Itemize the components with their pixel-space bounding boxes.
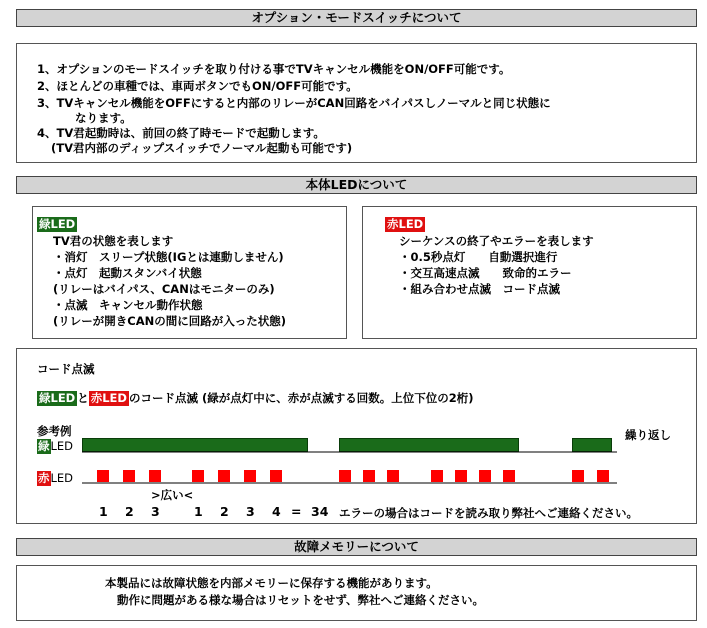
option-line-3b: なります。 — [75, 111, 132, 125]
green-row-tag: 緑 — [38, 439, 50, 453]
count-2: 2 — [125, 504, 134, 519]
red-line-2: ・0.5秒点灯 自動選択進行 — [399, 250, 558, 264]
result-code: 34 — [311, 504, 329, 519]
count-6: 3 — [246, 504, 255, 519]
green-line-5: ・点滅 キャンセル動作状態 — [53, 298, 203, 312]
code-and: と — [77, 391, 89, 405]
green-line-3: ・点灯 起動スタンバイ状態 — [53, 266, 202, 280]
fault-memory-header: 故障メモリーについて — [16, 538, 697, 556]
red-led-tag: 赤LED — [387, 217, 424, 231]
example-label: 参考例 — [37, 424, 72, 438]
red-line-1: シーケンスの終了やエラーを表します — [399, 234, 594, 248]
red-pulse-5 — [218, 470, 230, 482]
red-pulse-1 — [97, 470, 109, 482]
repeat-label: 繰り返し — [625, 428, 671, 442]
option-line-3: 3、TVキャンセル機能をOFFにすると内部のリレーがCAN回路をバイパスしノーマルと同じ状態に — [37, 96, 551, 110]
green-line-4: (リレーはバイパス、CANはモニターのみ) — [53, 282, 275, 296]
red-pulse-6 — [244, 470, 256, 482]
green-line-1: TV君の状態を表します — [53, 234, 174, 248]
option-line-1: 1、オプションのモードスイッチを取り付ける事でTVキャンセル機能をON/OFF可能です。 — [37, 62, 511, 76]
red-row-suffix: LED — [50, 471, 74, 485]
option-line-5: (TV君内部のディップスイッチでノーマル起動も可能です) — [51, 141, 353, 155]
green-row-suffix: LED — [50, 439, 74, 453]
count-5: 2 — [220, 504, 229, 519]
code-green-tag: 緑LED — [39, 391, 76, 405]
fault-line-1: 本製品には故障状態を内部メモリーに保存する機能があります。 — [105, 576, 438, 590]
green-led-tag: 緑LED — [39, 217, 76, 231]
red-pulse-3 — [149, 470, 161, 482]
red-pulse-12 — [455, 470, 467, 482]
red-pulse-15 — [572, 470, 584, 482]
red-pulse-16 — [597, 470, 609, 482]
code-blink-box — [16, 348, 697, 524]
green-line-6: (リレーが開きCANの間に回路が入った状態) — [53, 314, 286, 328]
red-pulse-14 — [503, 470, 515, 482]
timing-lines — [17, 349, 698, 525]
count-1: 1 — [99, 504, 108, 519]
count-3: 3 — [151, 504, 160, 519]
red-pulse-11 — [431, 470, 443, 482]
code-desc: のコード点滅 (緑が点灯中に、赤が点滅する回数。上位下位の2桁) — [128, 391, 474, 405]
fault-memory-box — [16, 565, 697, 621]
red-line-3: ・交互高速点滅 致命的エラー — [399, 266, 572, 280]
red-pulse-8 — [339, 470, 351, 482]
code-blink-title: コード点滅 — [37, 362, 95, 376]
red-line-4: ・組み合わせ点滅 コード点滅 — [399, 282, 560, 296]
count-4: 1 — [194, 504, 203, 519]
option-line-2: 2、ほとんどの車種では、車両ボタンでもON/OFF可能です。 — [37, 79, 358, 93]
red-pulse-2 — [123, 470, 135, 482]
equals-sign: = — [291, 504, 302, 519]
red-led-box — [362, 206, 697, 339]
red-pulse-9 — [363, 470, 375, 482]
green-led-box — [32, 206, 347, 339]
red-pulse-7 — [270, 470, 282, 482]
red-pulse-13 — [479, 470, 491, 482]
fault-line-2: 動作に問題がある様な場合はリセットをせず、弊社へご連絡ください。 — [117, 593, 484, 607]
option-mode-switch-header: オプション・モードスイッチについて — [16, 9, 697, 27]
body-led-header: 本体LEDについて — [16, 176, 697, 194]
option-line-4: 4、TV君起動時は、前回の終了時モードで起動します。 — [37, 126, 325, 140]
error-note: エラーの場合はコードを読み取り弊社へご連絡ください。 — [339, 506, 638, 520]
option-mode-switch-box — [16, 43, 697, 163]
red-pulse-4 — [192, 470, 204, 482]
red-pulse-10 — [387, 470, 399, 482]
red-row-tag: 赤 — [38, 471, 50, 485]
green-line-2: ・消灯 スリープ状態(IGとは連動しません) — [53, 250, 284, 264]
count-7: 4 — [272, 504, 281, 519]
wide-gap-label: >広い< — [151, 488, 194, 502]
code-red-tag: 赤LED — [90, 391, 127, 405]
